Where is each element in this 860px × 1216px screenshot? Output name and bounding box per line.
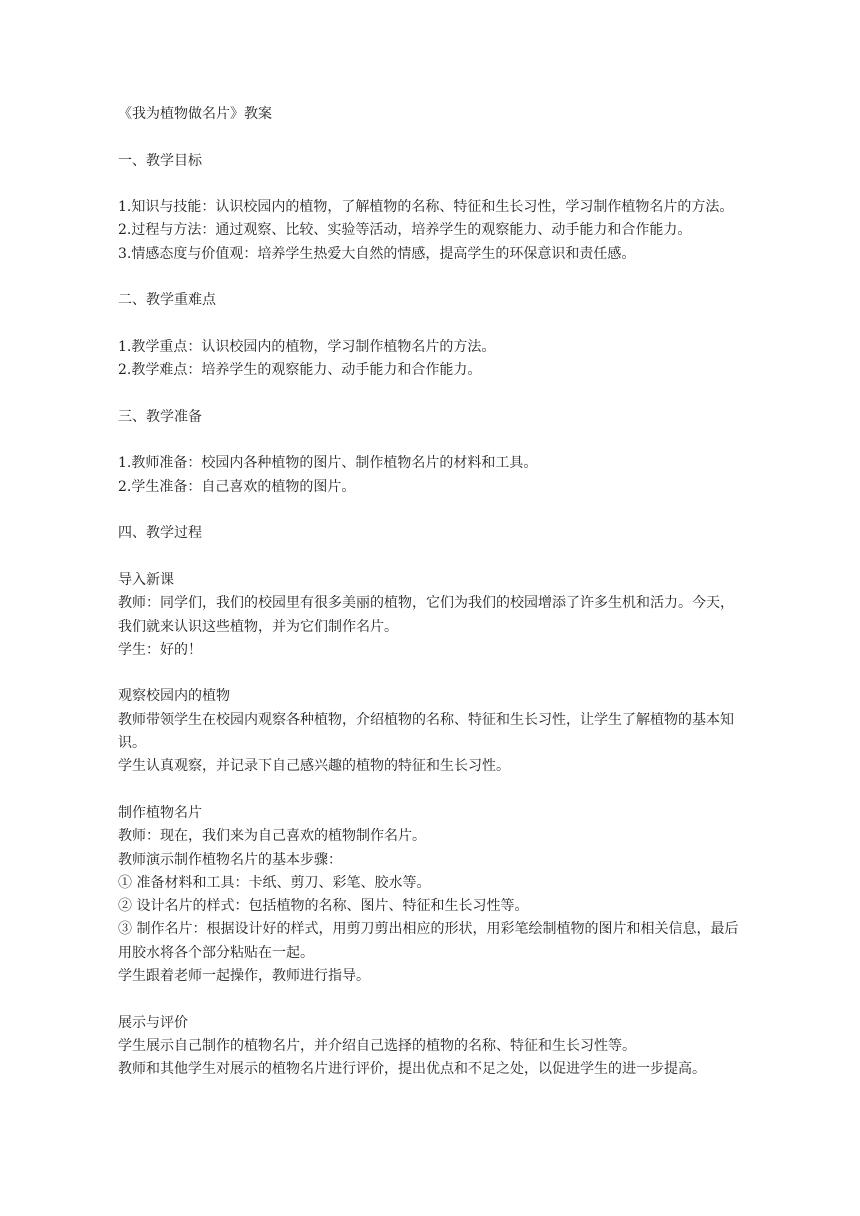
- objective-item: 1.知识与技能：认识校园内的植物，了解植物的名称、特征和生长习性，学习制作植物名片的方法。: [118, 199, 734, 216]
- spacer: [118, 429, 742, 452]
- spacer: [118, 988, 742, 1011]
- subheading-make: 制作植物名片: [118, 804, 202, 821]
- document-body: [118, 103, 742, 1081]
- spacer: [118, 546, 742, 569]
- observe-student-text: 学生认真观察，并记录下自己感兴趣的植物的特征和生长习性。: [118, 758, 510, 775]
- document-title: 《我为植物做名片》教案: [118, 106, 272, 122]
- show-teacher-text: 教师和其他学生对展示的植物名片进行评价，提出优点和不足之处，以促进学生的进一步提高。: [118, 1061, 706, 1078]
- section-heading-process: 四、教学过程: [118, 525, 202, 542]
- key-point-item: 2.教学难点：培养学生的观察能力、动手能力和合作能力。: [118, 362, 482, 379]
- spacer: [118, 126, 742, 149]
- subheading-observe: 观察校园内的植物: [118, 688, 230, 705]
- make-step: ② 设计名片的样式：包括植物的名称、图片、特征和生长习性等。: [118, 898, 529, 915]
- make-follow-text: 学生跟着老师一起操作，教师进行指导。: [118, 967, 370, 984]
- spacer: [118, 383, 742, 406]
- spacer: [118, 313, 742, 336]
- spacer: [118, 173, 742, 196]
- spacer: [118, 266, 742, 289]
- make-step: ③ 制作名片：根据设计好的样式，用剪刀剪出相应的形状，用彩笔绘制植物的图片和相关信息，最后用胶水将各个部分粘贴在一起。: [118, 921, 739, 961]
- preparation-item: 1.教师准备：校园内各种植物的图片、制作植物名片的材料和工具。: [118, 455, 538, 472]
- section-heading-key-points: 二、教学重难点: [118, 292, 216, 309]
- key-point-item: 1.教学重点：认识校园内的植物，学习制作植物名片的方法。: [118, 338, 496, 355]
- make-step: ① 准备材料和工具：卡纸、剪刀、彩笔、胶水等。: [118, 874, 431, 891]
- make-teacher-text: 教师：现在，我们来为自己喜欢的植物制作名片。: [118, 828, 426, 845]
- objective-item: 3.情感态度与价值观：培养学生热爱大自然的情感，提高学生的环保意识和责任感。: [118, 245, 636, 262]
- spacer: [118, 499, 742, 522]
- preparation-item: 2.学生准备：自己喜欢的植物的图片。: [118, 478, 356, 495]
- show-student-text: 学生展示自己制作的植物名片，并介绍自己选择的植物的名称、特征和生长习性等。: [118, 1037, 636, 1054]
- observe-teacher-text: 教师带领学生在校园内观察各种植物，介绍植物的名称、特征和生长习性，让学生了解植物的基本知识。: [118, 711, 734, 752]
- subheading-show: 展示与评价: [118, 1014, 188, 1031]
- spacer: [118, 662, 742, 685]
- intro-student-text: 学生：好的！: [118, 641, 202, 658]
- section-heading-preparation: 三、教学准备: [118, 408, 202, 425]
- spacer: [118, 779, 742, 802]
- intro-teacher-text: 教师：同学们，我们的校园里有很多美丽的植物，它们为我们的校园增添了许多生机和活力。今天，我们就来认识这些植物，并为它们制作名片。: [118, 595, 734, 635]
- objective-item: 2.过程与方法：通过观察、比较、实验等活动，培养学生的观察能力、动手能力和合作能力。: [118, 222, 692, 239]
- make-demo-text: 教师演示制作植物名片的基本步骤：: [118, 851, 342, 868]
- subheading-intro: 导入新课: [118, 571, 174, 588]
- section-heading-objectives: 一、教学目标: [118, 152, 202, 169]
